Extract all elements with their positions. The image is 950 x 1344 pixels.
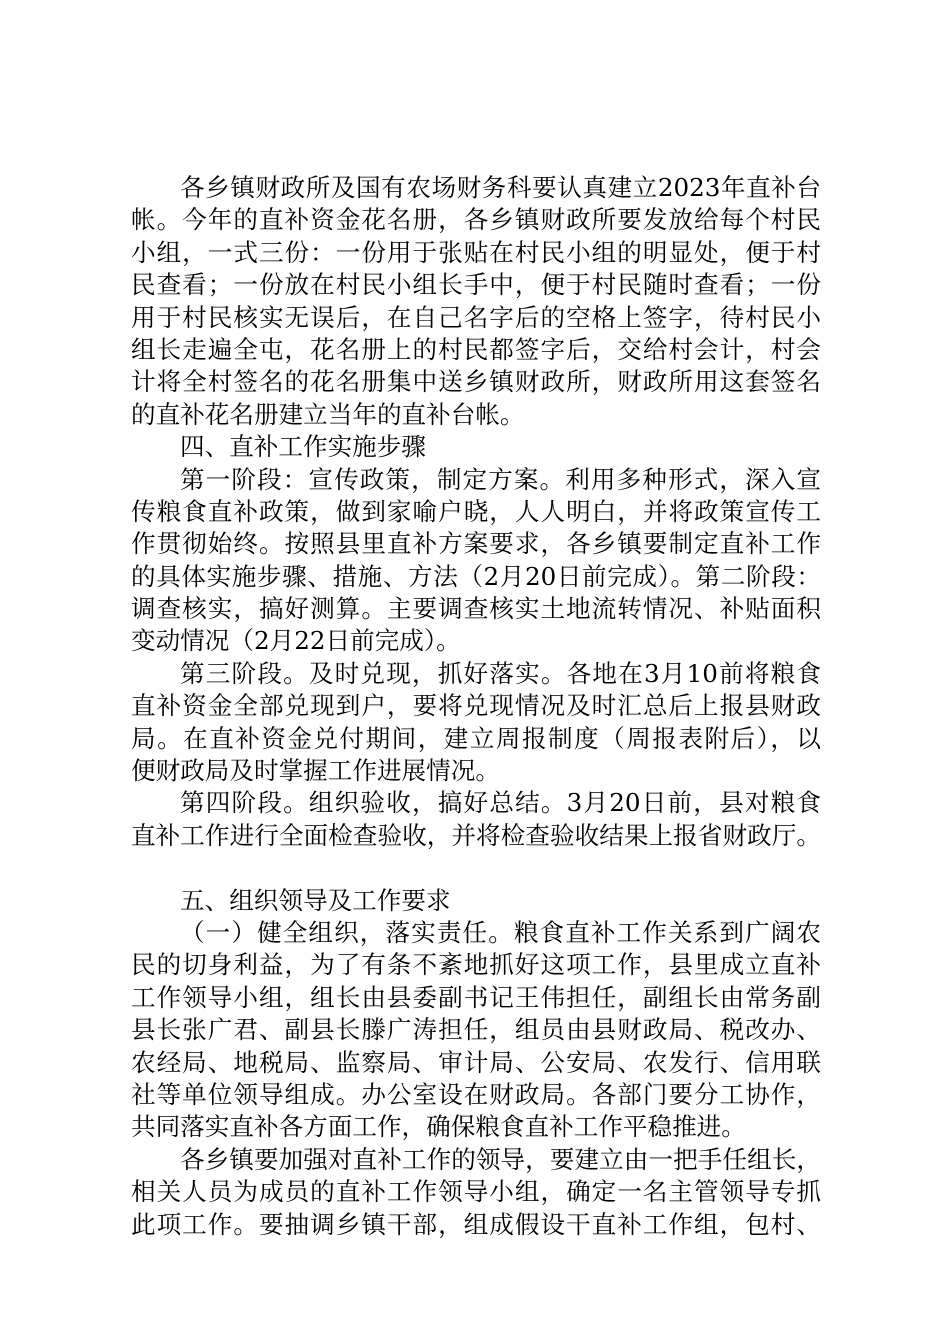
- text-line: 调查核实，搞好测算。主要调查核实土地流转情况、补贴面积: [131, 594, 821, 624]
- text-line: 帐。今年的直补资金花名册，各乡镇财政所要发放给每个村民: [131, 205, 821, 235]
- paragraph: [131, 464, 821, 658]
- text-line: 农经局、地税局、监察局、审计局、公安局、农发行、信用联: [131, 1047, 821, 1077]
- paragraph: [131, 658, 821, 788]
- document-body: [131, 172, 821, 1241]
- text-line: 第四阶段。组织验收，搞好总结。3月20日前，县对粮食: [180, 788, 821, 818]
- heading-text: 五、组织领导及工作要求: [180, 885, 451, 915]
- text-line: 县长张广君、副县长滕广涛担任，组员由县财政局、税改办、: [131, 1015, 821, 1045]
- text-line: 社等单位领导组成。办公室设在财政局。各部门要分工协作，: [131, 1079, 821, 1109]
- text-line: 直补工作进行全面检查验收，并将检查验收结果上报省财政厅。: [131, 820, 821, 850]
- text-line: 第三阶段。及时兑现，抓好落实。各地在3月10前将粮食: [180, 658, 821, 688]
- text-line: 计将全村签名的花名册集中送乡镇财政所，财政所用这套签名: [131, 367, 821, 397]
- section-heading: [131, 885, 821, 917]
- text-line: 各乡镇财政所及国有农场财务科要认真建立2023年直补台: [180, 173, 821, 202]
- text-line: 变动情况（2月22日前完成）。: [131, 626, 461, 656]
- heading-text: 四、直补工作实施步骤: [180, 432, 426, 462]
- text-line: 用于村民核实无误后，在自己名字后的空格上签字，待村民小: [131, 302, 821, 332]
- text-line: 作贯彻始终。按照县里直补方案要求，各乡镇要制定直补工作: [131, 529, 821, 559]
- text-line: 相关人员为成员的直补工作领导小组，确定一名主管领导专抓: [131, 1177, 821, 1207]
- text-line: 共同落实直补各方面工作，确保粮食直补工作平稳推进。: [131, 1112, 746, 1142]
- paragraph: [131, 172, 821, 431]
- text-line: 民查看；一份放在村民小组长手中，便于村民随时查看；一份: [131, 270, 821, 300]
- text-line: 的直补花名册建立当年的直补台帐。: [131, 399, 525, 429]
- text-line: 第一阶段：宣传政策，制定方案。利用多种形式，深入宣: [180, 464, 821, 494]
- text-line: 局。在直补资金兑付期间，建立周报制度（周报表附后），以: [131, 723, 821, 753]
- text-line: 便财政局及时掌握工作进展情况。: [131, 756, 500, 786]
- paragraph: [131, 787, 821, 852]
- text-line: 小组，一式三份：一份用于张贴在村民小组的明显处，便于村: [131, 237, 821, 267]
- text-line: 的具体实施步骤、措施、方法（2月20日前完成）。第二阶段：: [131, 561, 821, 591]
- paragraph: [131, 1144, 821, 1241]
- text-line: 各乡镇要加强对直补工作的领导，要建立由一把手任组长，: [180, 1144, 821, 1174]
- text-line: （一）健全组织，落实责任。粮食直补工作关系到广阔农: [180, 917, 821, 947]
- section-heading: [131, 431, 821, 463]
- text-line: 传粮食直补政策，做到家喻户晓，人人明白，并将政策宣传工: [131, 496, 821, 526]
- text-line: 组长走遍全屯，花名册上的村民都签字后，交给村会计，村会: [131, 334, 821, 364]
- text-line: 此项工作。要抽调乡镇干部，组成假设干直补工作组，包村、: [131, 1209, 821, 1239]
- text-line: 民的切身利益，为了有条不紊地抓好这项工作，县里成立直补: [131, 950, 821, 980]
- blank-line: [131, 852, 821, 884]
- paragraph: [131, 917, 821, 1144]
- text-line: 工作领导小组，组长由县委副书记王伟担任，副组长由常务副: [131, 982, 821, 1012]
- text-line: 直补资金全部兑现到户，要将兑现情况及时汇总后上报县财政: [131, 691, 821, 721]
